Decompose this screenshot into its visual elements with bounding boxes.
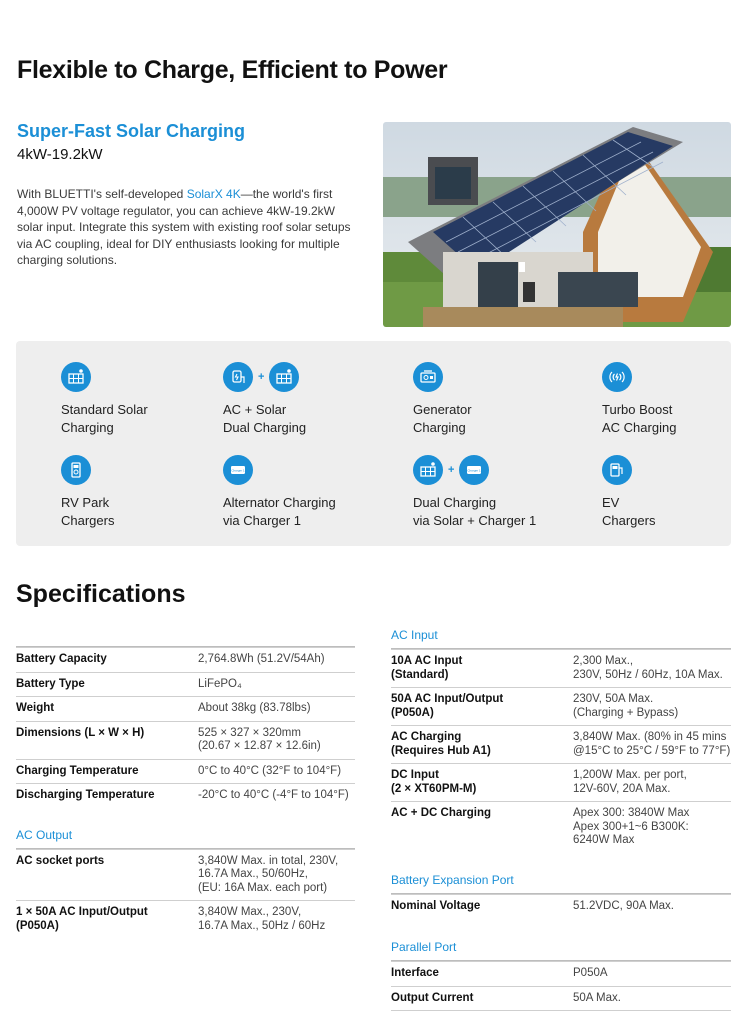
spec-row xyxy=(16,849,355,902)
spec-key: Output Current xyxy=(391,991,474,1004)
spec-row xyxy=(391,764,731,802)
spec-row xyxy=(16,784,355,808)
spec-row xyxy=(16,760,355,785)
desc-part: —the world's first 4,000W PV voltage regulator, you can achieve 4kW-19.2kW solar input. Integrate this system with existing roof solar setups via AC coupling, ideal for DIY enthusiasts looking for multiple charging solutions. xyxy=(17,187,351,267)
solar-description xyxy=(17,186,357,269)
mode-ev xyxy=(602,454,655,530)
spec-row xyxy=(391,987,731,1012)
house-solar-photo xyxy=(383,122,731,327)
specifications-title: Specifications xyxy=(16,580,186,608)
spec-key: Battery Capacity xyxy=(16,653,107,665)
spec-row xyxy=(391,649,731,688)
spec-row xyxy=(16,722,355,760)
mode-label: Charging xyxy=(61,420,114,435)
spec-row xyxy=(391,894,731,919)
mode-label: Dual Charging xyxy=(413,495,497,510)
mode-label: Turbo Boost xyxy=(602,402,673,417)
spec-row xyxy=(391,802,731,853)
page-heading: Flexible to Charge, Efficient to Power xyxy=(17,56,448,84)
desc-part: With BLUETTI's self-developed xyxy=(17,187,187,201)
mode-turbo-boost xyxy=(602,361,676,437)
spec-value: 525 × 327 × 320mm (20.67 × 12.87 × 12.6in) xyxy=(198,726,321,752)
solar-title: Super-Fast Solar Charging xyxy=(17,121,246,141)
mode-label: Dual Charging xyxy=(223,420,307,435)
spec-value: 0°C to 40°C (32°F to 104°F) xyxy=(198,764,342,777)
spec-key: AC Charging (Requires Hub A1) xyxy=(391,731,491,757)
spec-key: 10A AC Input (Standard) xyxy=(391,655,463,681)
mode-label: Standard Solar xyxy=(61,402,148,417)
spec-key: Interface xyxy=(391,967,439,979)
spec-key: 50A AC Input/Output (P050A) xyxy=(391,693,504,719)
spec-value: 3,840W Max., 230V, 16.7A Max., 50Hz / 60Hz xyxy=(198,906,326,932)
general-specs-table xyxy=(16,646,355,808)
ac-input-title: AC Input xyxy=(391,628,438,642)
charger1-icon-text: Charger 1 xyxy=(467,468,482,473)
specs-right-column xyxy=(391,628,731,1011)
charger1-icon xyxy=(459,455,489,485)
mode-label: Generator xyxy=(413,402,472,417)
spec-value: 3,840W Max. in total, 230V, 16.7A Max., 50/60Hz, (EU: 16A Max. each port) xyxy=(198,854,339,894)
mode-alternator xyxy=(223,454,336,530)
mode-label: via Solar + Charger 1 xyxy=(413,513,537,528)
spec-value: About 38kg (83.78lbs) xyxy=(198,702,311,714)
spec-value: 1,200W Max. per port, 12V-60V, 20A Max. xyxy=(573,769,687,795)
spec-value: 3,840W Max. (80% in 45 mins @15°C to 25°C / 59°F to 77°F) xyxy=(573,731,731,757)
spec-key: AC + DC Charging xyxy=(391,807,491,819)
mode-label: Charging xyxy=(413,420,466,435)
turbo-boost-icon xyxy=(602,362,632,392)
mode-label: EV xyxy=(602,495,620,510)
specs-left-column xyxy=(16,646,355,938)
spec-row xyxy=(16,673,355,698)
spec-value: 2,764.8Wh (51.2V/54Ah) xyxy=(198,653,325,665)
battery-expansion-title: Battery Expansion Port xyxy=(391,872,514,887)
solar-panel-icon xyxy=(269,362,299,392)
spec-key: 1 × 50A AC Input/Output (P050A) xyxy=(16,906,148,932)
spec-value: 51.2VDC, 90A Max. xyxy=(573,899,674,912)
spec-key: AC socket ports xyxy=(16,854,105,867)
mode-label: AC Charging xyxy=(602,420,677,435)
spec-row xyxy=(391,688,731,726)
ac-output-title: AC Output xyxy=(16,827,73,842)
spec-value: 230V, 50A Max. (Charging + Bypass) xyxy=(573,693,679,719)
spec-row xyxy=(16,901,355,938)
ac-output-table xyxy=(16,848,355,939)
mode-standard-solar xyxy=(61,361,148,437)
solar-panel-icon xyxy=(61,362,91,392)
charger1-icon-text: Charger 1 xyxy=(231,468,245,473)
generator-icon xyxy=(413,362,443,392)
mode-label: RV Park xyxy=(61,495,110,510)
mode-generator xyxy=(413,361,472,437)
mode-ac-solar xyxy=(223,361,306,437)
spec-row xyxy=(16,697,355,722)
spec-value: -20°C to 40°C (-4°F to 104°F) xyxy=(198,789,349,801)
mode-label: via Charger 1 xyxy=(223,513,302,528)
mode-label: AC + Solar xyxy=(223,402,287,417)
spec-value: Apex 300: 3840W Max Apex 300+1~6 B300K: 6240W Max xyxy=(573,807,690,846)
solarx-highlight: SolarX 4K xyxy=(186,187,241,201)
mode-rv-park xyxy=(61,454,114,530)
charger1-icon xyxy=(223,455,253,485)
spec-key: Battery Type xyxy=(16,677,85,690)
spec-value: 50A Max. xyxy=(573,991,621,1004)
spec-key: Charging Temperature xyxy=(16,764,139,777)
rv-charger-icon xyxy=(61,455,91,485)
solar-subtitle: 4kW-19.2kW xyxy=(17,146,103,163)
spec-value: 2,300 Max., 230V, 50Hz / 60Hz, 10A Max. xyxy=(573,655,723,681)
battery-expansion-table xyxy=(391,893,731,919)
spec-key: Discharging Temperature xyxy=(16,789,155,801)
mode-label: Chargers xyxy=(602,513,656,528)
parallel-port-title: Parallel Port xyxy=(391,940,457,954)
spec-key: DC Input (2 × XT60PM-M) xyxy=(391,769,477,795)
ev-charger-icon xyxy=(602,455,632,485)
spec-row xyxy=(16,647,355,673)
mode-label: Chargers xyxy=(61,513,115,528)
solar-panel-icon xyxy=(413,455,443,485)
spec-row xyxy=(391,726,731,764)
ac-plug-icon xyxy=(223,362,253,392)
spec-value: LiFePO₄ xyxy=(198,677,242,690)
spec-value: P050A xyxy=(573,967,608,979)
spec-key: Dimensions (L × W × H) xyxy=(16,726,145,739)
plus-icon: + xyxy=(448,464,455,476)
mode-dual-solar-charger1 xyxy=(413,454,536,530)
spec-row xyxy=(391,961,731,987)
plus-icon: + xyxy=(258,371,265,383)
spec-key: Nominal Voltage xyxy=(391,899,481,912)
mode-label: Alternator Charging xyxy=(223,495,336,510)
spec-key: Weight xyxy=(16,702,55,714)
ac-input-table xyxy=(391,648,731,853)
charging-modes-panel xyxy=(16,341,731,546)
parallel-port-table xyxy=(391,960,731,1011)
